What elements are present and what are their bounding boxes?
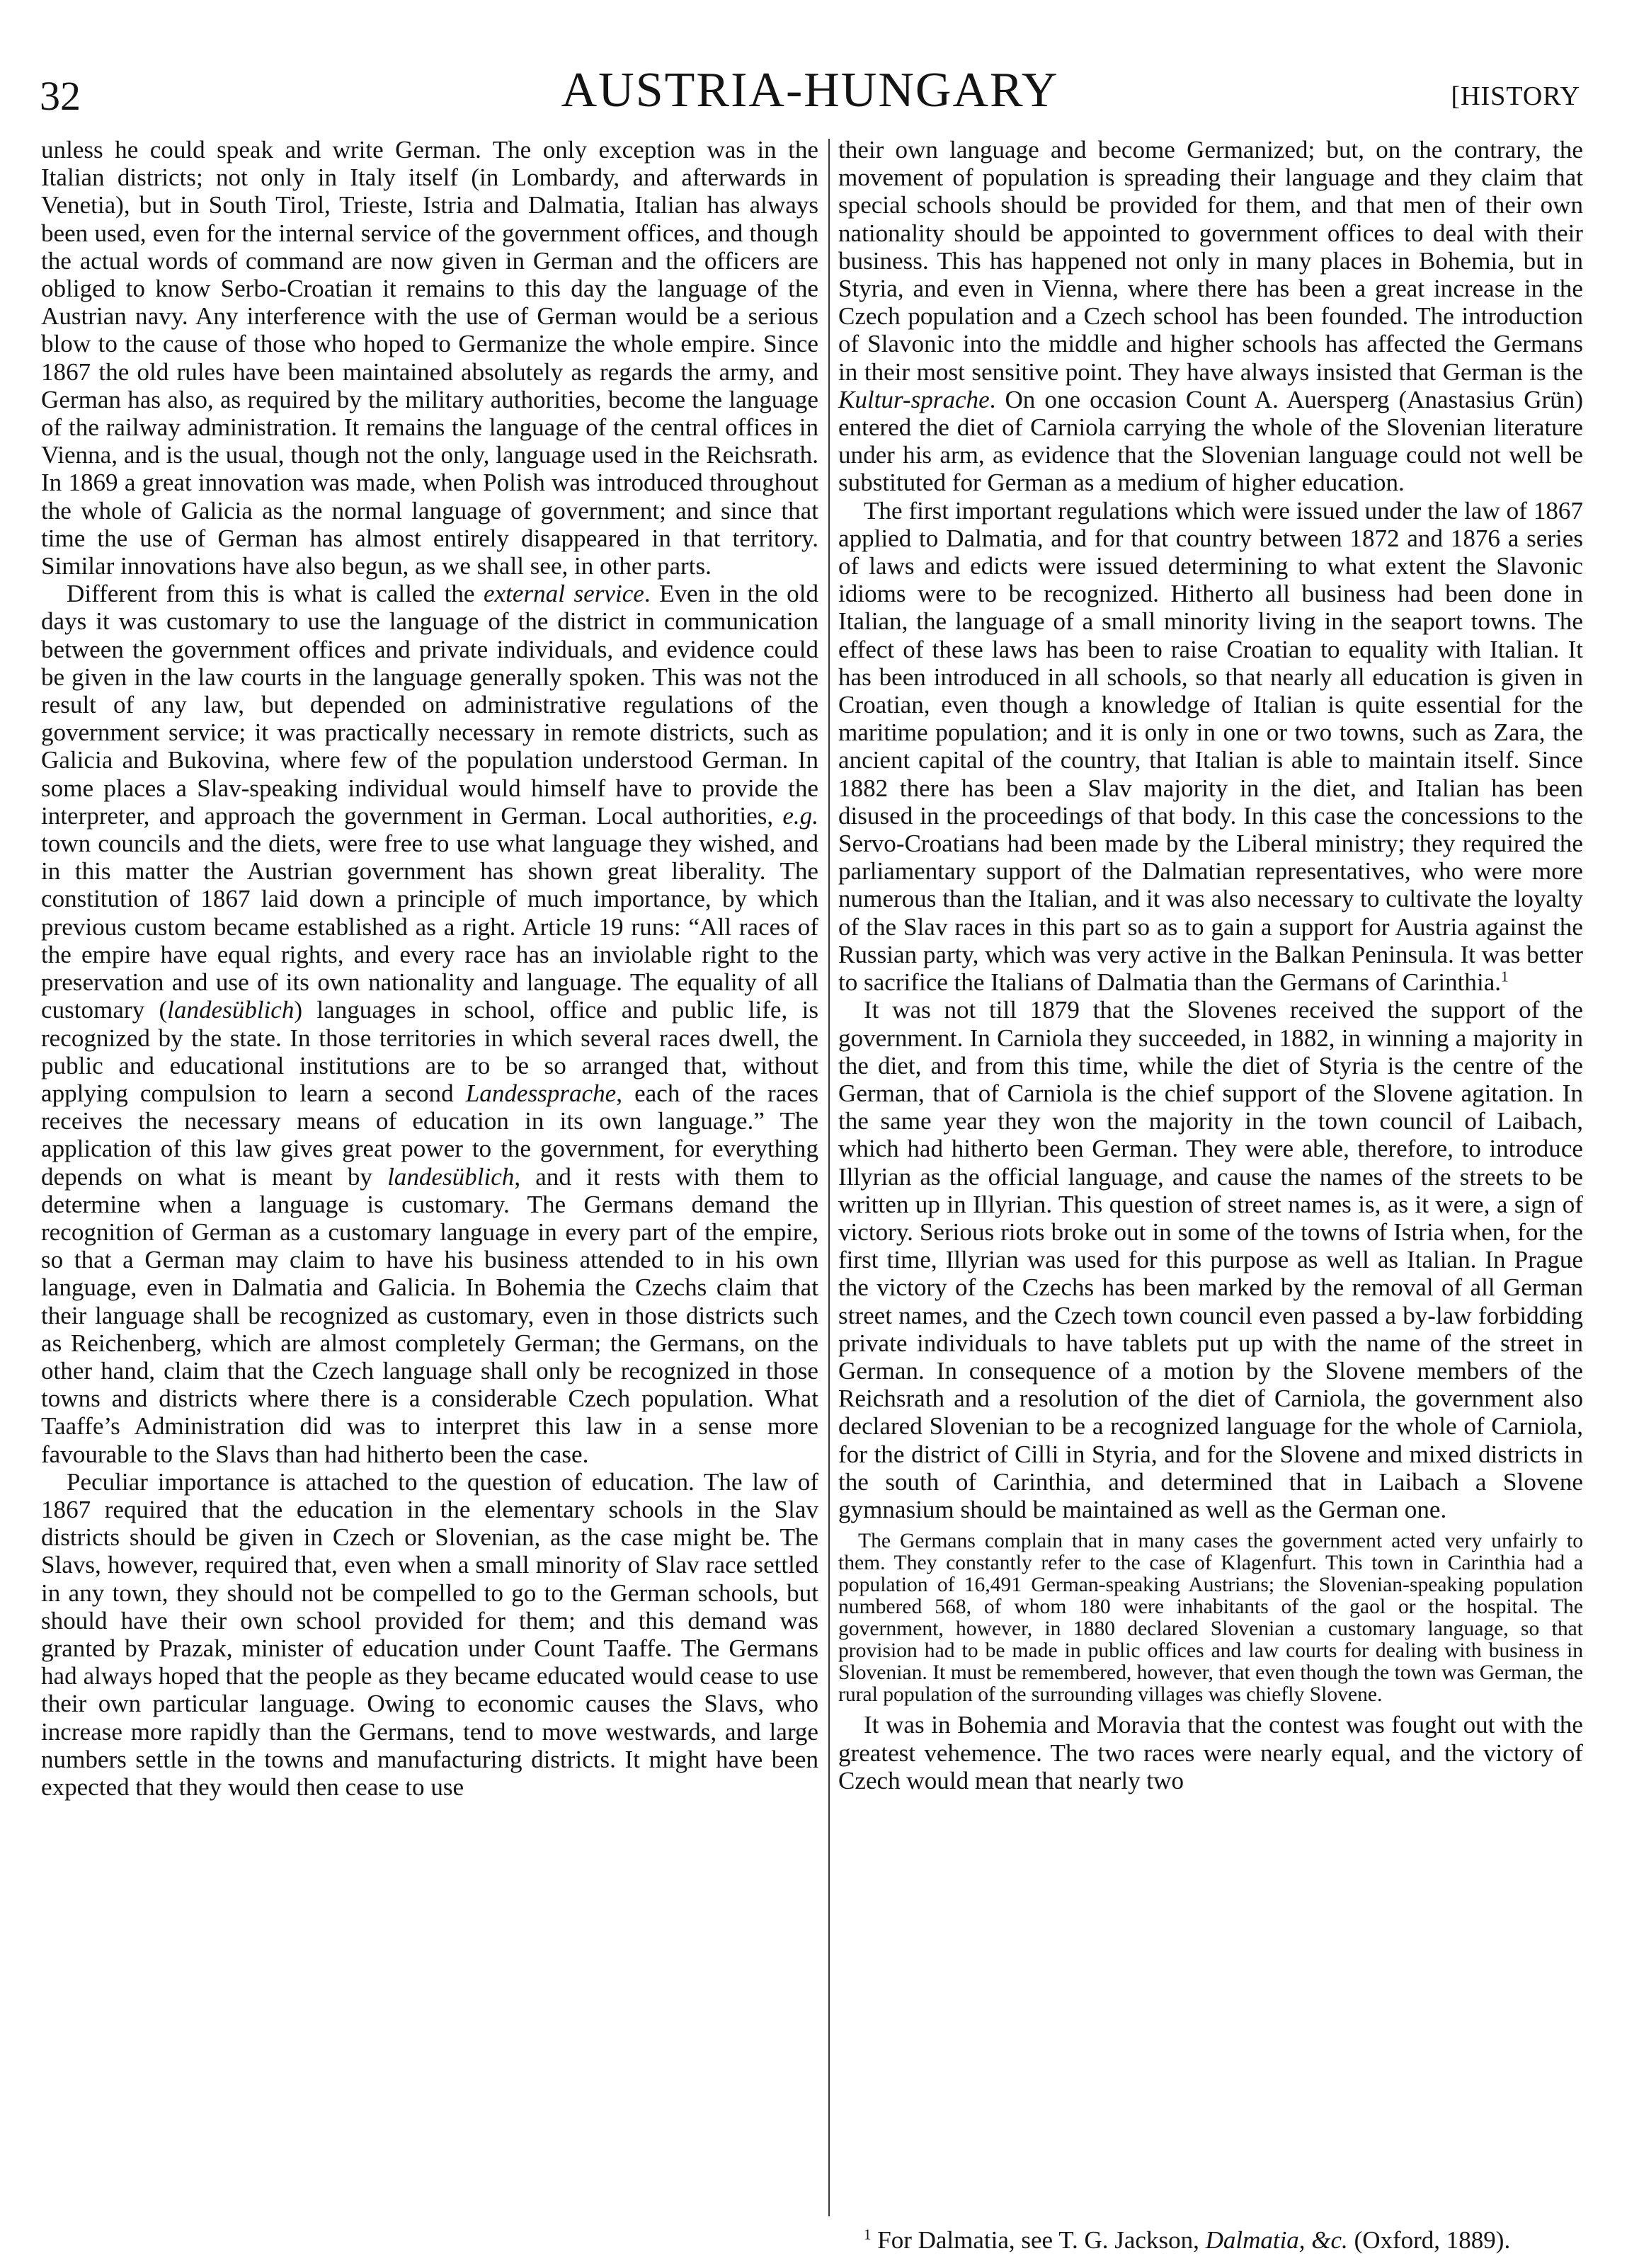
page-header — [40, 62, 1580, 126]
paragraph: It was not till 1879 that the Slovenes received the support of the government. In Carniola they succeeded, in 1882, in winning a majority in the diet, and from this time, while the diet of Styria is the centre of the German, that of Carniola is the chief support of the Slovene agitation. In the same year they won the majority in the town council of Laibach, which had hitherto been German. They were able, therefore, to introduce Illyrian as the official language, and cause the names of the streets to be written up in Illyrian. This question of street names is, as it were, a sign of victory. Serious riots broke out in some of the towns of Istria when, for the first time, Illyrian was used for this purpose as well as Italian. In Prague the victory of the Czechs has been marked by the removal of all German street names, and the Czech town council even passed a by-law forbidding private individuals to have tablets put up with the name of the street in German. In consequence of a motion by the Slovene members of the Reichsrath and a resolution of the diet of Carniola, the government also declared Slovenian to be a recognized language for the whole of Carniola, for the district of Cilli in Styria, and for the Slovene and mixed districts in the south of Carinthia, and determined that in Laibach a Slovene gymnasium should be maintained as well as the German one. — [838, 996, 1583, 1523]
italic-title: Dalmatia, &c. — [1205, 2226, 1348, 2254]
paragraph: unless he could speak and write German. The only exception was in the Italian districts; not only in Italy itself (in Lombardy, and afterwards in Venetia), but in South Tirol, Trieste, Istria and Dalmatia, Italian has always been used, even for the internal service of the government offices, and though the actual words of command are now given in German and the officers are obliged to know Serbo-Croatian it remains to this day the language of the Austrian navy. Any interference with the use of German would be a serious blow to the cause of those who hoped to Germanize the whole empire. Since 1867 the old rules have been maintained absolutely as regards the army, and German has also, as required by the military authorities, become the language of the railway administration. It remains the language of the central offices in Vienna, and is the usual, though not the only, language used in the Reichsrath. In 1869 a great innovation was made, when Polish was introduced throughout the whole of Galicia as the normal language of government; and since that time the use of German has almost entirely disappeared in that territory. Similar innovations have also begun, as we shall see, in other parts. — [41, 136, 818, 580]
italic-term: e.g. — [782, 801, 818, 830]
running-title: AUSTRIA-HUNGARY — [561, 63, 1059, 118]
page-number: 32 — [40, 73, 81, 119]
italic-term: landesüblich — [387, 1162, 515, 1191]
footnote-area — [838, 2226, 1583, 2255]
right-column — [838, 136, 1583, 1794]
footnote: $^1$ For Dalmatia, see T. G. Jackson, Dalmatia, &c. (Oxford, 1889). — [864, 2226, 1511, 2254]
paragraph: It was in Bohemia and Moravia that the contest was fought out with the greatest vehemence. The two races were nearly equal, and the victory of Czech would mean that nearly two — [838, 1711, 1583, 1794]
paragraph: their own language and become Germanized; but, on the contrary, the movement of population is spreading their language and they claim that special schools should be provided for them, and that men of their own nationality should be appointed to government offices to deal with their business. This has happened not only in many places in Bohemia, but in Styria, and even in Vienna, where there has been a great increase in the Czech population and a Czech school has been founded. The introduction of Slavonic into the middle and higher schools has affected the Germans in their most sensitive point. They have always insisted that German is the Kultur-sprache. On one occasion Count A. Auersperg (Anastasius Grün) entered the diet of Carniola carrying the whole of the Slovenian literature under his arm, as evidence that the Slovenian language could not well be substituted for German as a medium of higher education. — [838, 136, 1583, 497]
paragraph: The first important regulations which were issued under the law of 1867 applied to Dalmatia, and for that country between 1872 and 1876 a series of laws and edicts were issued determining to what extent the Slavonic idioms were to be recognized. Hitherto all business had been done in Italian, the language of a small minority living in the seaport towns. The effect of these laws has been to raise Croatian to equality with Italian. It has been introduced in all schools, so that nearly all education is given in Croatian, even though a knowledge of Italian is quite essential for the maritime population; and it is only in one or two towns, such as Zara, the ancient capital of the country, that Italian is able to maintain itself. Since 1882 there has been a Slav majority in the diet, and Italian has been disused in the proceedings of that body. In this case the concessions to the Servo-Croatians had been made by the Liberal ministry; they required the parliamentary support of the Dalmatian representatives, who were more numerous than the Italian, and it was also necessary to cultivate the loyalty of the Slav races in this part so as to gain a support for Austria against the Russian party, which was very active in the Balkan Peninsula. It was better to sacrifice the Italians of Dalmatia than the Germans of Carinthia.$^1$ — [838, 496, 1583, 997]
paragraph: Peculiar importance is attached to the question of education. The law of 1867 required that the education in the elementary schools in the Slav districts should be given in Czech or Slovenian, as the case might be. The Slavs, however, required that, even when a small minority of Slav race settled in any town, they should not be compelled to go to the German schools, but should have their own school provided for them; and this demand was granted by Prazak, minister of education under Count Taaffe. The Germans had always hoped that the people as they became educated would cease to use their own particular language. Owing to economic causes the Slavs, who increase more rapidly than the Germans, tend to move westwards, and large numbers settle in the towns and manufacturing districts. It might have been expected that they would then cease to use — [41, 1467, 818, 1801]
italic-term: Landessprache — [465, 1079, 617, 1107]
small-print-note: The Germans complain that in many cases the government acted very unfairly to them. They constantly refer to the case of Klagenfurt. This town in Carinthia had a population of 16,491 German-speaking Austrians; the Slovenian-speaking population numbered 568, of whom 180 were inhabitants of the gaol or the hospital. The government, however, in 1880 declared Slovenian a customary language, so that provision had to be made in public offices and law courts for dealing with business in Slovenian. It must be remembered, however, that even though the town was German, the rural population of the surrounding villages was chiefly Slovene. — [838, 1530, 1583, 1706]
left-column — [41, 136, 818, 1801]
section-tag: [HISTORY — [1451, 81, 1580, 111]
footnote-reference[interactable]: 1 — [1501, 968, 1509, 985]
italic-term: landesüblich — [167, 996, 295, 1024]
italic-term: external service — [484, 580, 644, 608]
italic-term: Kultur-sprache — [838, 385, 990, 413]
footnote-marker: 1 — [864, 2226, 872, 2243]
paragraph: Different from this is what is called the external service. Even in the old days it was customary to use the language of the district in communication between the government offices and private individuals, and evidence could be given in the law courts in the language generally spoken. This was not the result of any law, but depended on administrative regulations of the government service; it was practically necessary in remote districts, such as Galicia and Bukovina, where few of the population understood German. In some places a Slav-speaking individual would himself have to provide the interpreter, and approach the government in German. Local authorities, e.g. town councils and the diets, were free to use what language they wished, and in this matter the Austrian government has shown great liberality. The constitution of 1867 laid down a principle of much importance, by which previous custom became established as a right. Article 19 runs: “All races of the empire have equal rights, and every race has an inviolable right to the preservation and use of its own nationality and language. The equality of all customary (landesüblich) languages in school, office and public life, is recognized by the state. In those territories in which several races dwell, the public and educational institutions are to be so arranged that, without applying compulsion to learn a second Landessprache, each of the races receives the necessary means of education in its own language.” The application of this law gives great power to the government, for everything depends on what is meant by landesüblich, and it rests with them to determine when a language is customary. The Germans demand the recognition of German as a customary language in every part of the empire, so that a German may claim to have his business attended to in his own language, even in Dalmatia and Galicia. In Bohemia the Czechs claim that their language shall be recognized as customary, even in those districts such as Reichenberg, which are almost completely German; the Germans, on the other hand, claim that the Czech language shall only be recognized in those towns and districts where there is a considerable Czech population. What Taaffe’s Administration did was to interpret this law in a sense more favourable to the Slavs than had hitherto been the case. — [41, 580, 819, 1468]
column-divider — [828, 139, 830, 2216]
